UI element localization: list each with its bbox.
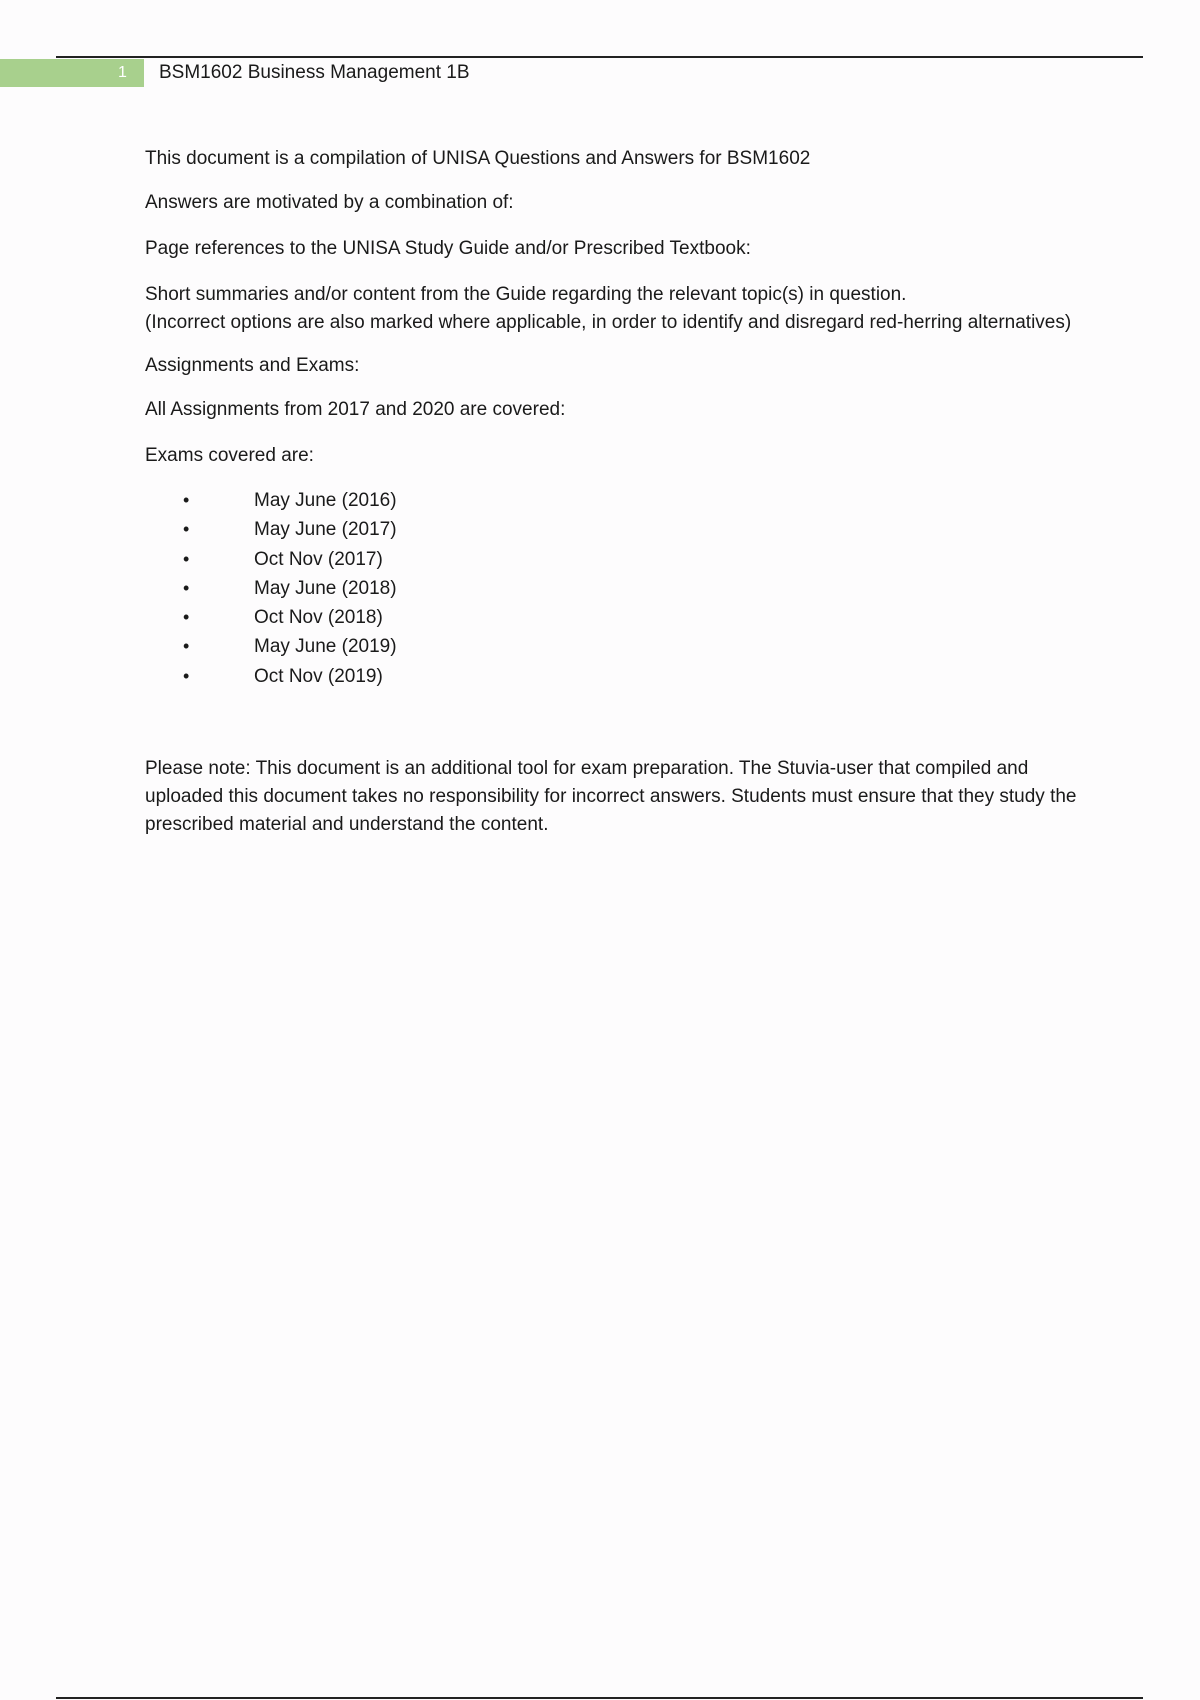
bullet-icon: • [183, 577, 190, 598]
exam-list-item [145, 632, 1085, 661]
assignments-exams-heading: Assignments and Exams: [145, 355, 360, 376]
header-rule [56, 56, 1143, 58]
exam-label: Oct Nov (2017) [254, 548, 383, 570]
document-body [145, 145, 1085, 839]
header-title: BSM1602 Business Management 1B [159, 62, 470, 83]
bullet-icon: • [183, 490, 190, 510]
footer-rule [56, 1697, 1143, 1699]
assignments-paragraph: All Assignments from 2017 and 2020 are covered: [145, 399, 566, 420]
exam-list-item [145, 574, 1085, 603]
exam-label: May June (2019) [254, 636, 397, 658]
exam-list-item [145, 662, 1085, 691]
bullet-icon: • [183, 607, 190, 628]
intro-paragraph: This document is a compilation of UNISA Questions and Answers for BSM1602 [145, 148, 811, 169]
exam-list-item [145, 486, 1085, 515]
exam-list-item [145, 603, 1085, 632]
bullet-icon: • [183, 519, 190, 540]
page-number: 1 [118, 64, 127, 81]
exam-list-item [145, 515, 1085, 544]
exam-list-item [145, 545, 1085, 574]
summaries-line: Short summaries and/or content from the Guide regarding the relevant topic(s) in question. [145, 284, 907, 305]
exams-covered-paragraph: Exams covered are: [145, 445, 314, 466]
incorrect-options-line: (Incorrect options are also marked where applicable, in order to identify and disregard red-herring alternatives) [145, 312, 1072, 333]
exam-label: May June (2017) [254, 519, 397, 541]
exam-label: May June (2018) [254, 577, 397, 599]
bullet-icon: • [183, 548, 190, 569]
exam-label: Oct Nov (2018) [254, 607, 383, 629]
motivation-paragraph: Answers are motivated by a combination of: [145, 192, 514, 213]
exam-label: Oct Nov (2019) [254, 665, 383, 687]
summaries-paragraph [145, 281, 1085, 337]
bullet-icon: • [183, 665, 190, 686]
page-references-paragraph: Page references to the UNISA Study Guide and/or Prescribed Textbook: [145, 238, 751, 259]
bullet-icon: • [183, 636, 190, 657]
exam-label: May June (2016) [254, 490, 397, 511]
exam-list [145, 486, 1085, 691]
disclaimer-note: Please note: This document is an additional tool for exam preparation. The Stuvia-user that compiled and uploaded this document takes no responsibility for incorrect answers. Students must ensure that they study the prescribed material and understand the content. [145, 758, 1077, 836]
